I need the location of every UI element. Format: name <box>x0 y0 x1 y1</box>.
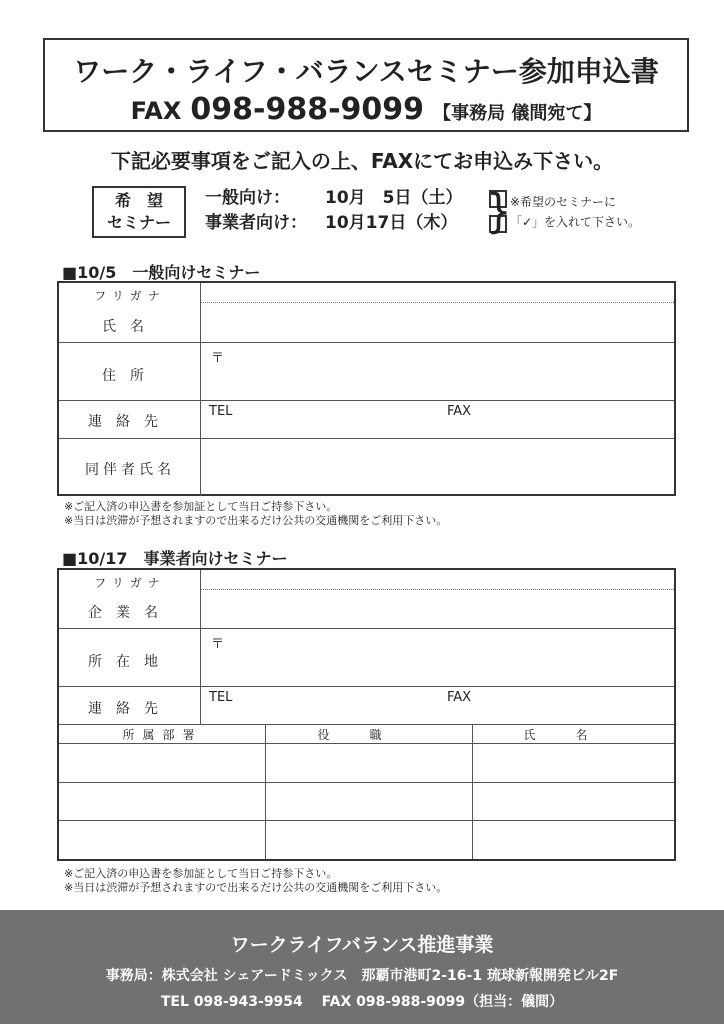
note-line: ※ご記入済の申込書を参加証として当日ご持参下さい。 <box>64 867 338 880</box>
address-label: 住所 <box>102 368 158 384</box>
section-general-title: ■10/5 一般向けセミナー <box>62 263 261 282</box>
attendee-row-2[interactable] <box>59 783 674 820</box>
company-label: 企業名 <box>88 605 172 621</box>
dept-header: 所属部署 <box>122 728 203 742</box>
seminar-note <box>510 192 640 232</box>
seminar-box-line2: セミナー <box>106 213 171 232</box>
contact-field[interactable] <box>239 687 674 724</box>
section-business-title: ■10/17 事業者向けセミナー <box>62 549 288 568</box>
footer-title: ワークライフバランス推進事業 <box>230 934 494 956</box>
contact-label: 連絡先 <box>88 414 172 430</box>
attendee-row-1[interactable] <box>59 744 674 782</box>
seminar-box-line1: 希 望 <box>114 191 163 210</box>
position-header: 役職 <box>317 728 422 742</box>
fax-number: 098-988-9099 <box>190 92 425 127</box>
general-notes <box>64 500 447 528</box>
company-field[interactable] <box>201 570 674 628</box>
fax-recipient: 【事務局 儀間宛て】 <box>433 103 602 124</box>
fax-field-label: FAX <box>447 690 472 705</box>
location-label: 所在地 <box>88 654 172 670</box>
location-field[interactable] <box>201 629 674 686</box>
companion-row <box>59 439 674 496</box>
seminar-note-line2: 「✓」を入れて下さい。 <box>510 215 641 229</box>
address-field[interactable] <box>201 343 674 400</box>
general-form-table <box>57 281 676 496</box>
page-title: ワーク・ライフ・バランスセミナー参加申込書 <box>73 55 659 88</box>
footer-office: 事務局：株式会社 シェアードミックス 那覇市港町2-16-1 琉球新報開発ビル2F <box>105 968 619 984</box>
address-row <box>59 343 674 401</box>
fax-field-label: FAX <box>447 404 472 419</box>
postal-mark: 〒 <box>211 637 225 652</box>
attendee-row-3[interactable] <box>59 821 674 859</box>
option-label: 一般向け： <box>205 188 290 208</box>
contact-field[interactable] <box>239 401 674 438</box>
companion-field[interactable] <box>201 439 674 496</box>
footer-contact: TEL 098-943-9954 FAX 098-988-9099（担当：儀間） <box>160 994 564 1010</box>
contact-row <box>59 401 674 439</box>
contact-row <box>59 687 674 725</box>
title-box <box>43 38 689 132</box>
fax-header <box>45 92 687 127</box>
postal-mark: 〒 <box>211 351 225 366</box>
companion-label: 同伴者氏名 <box>85 462 175 478</box>
company-row <box>59 570 674 629</box>
instruction-text: 下記必要事項をご記入の上、FAXにてお申込み下さい。 <box>110 149 614 173</box>
name-header: 氏名 <box>523 728 628 742</box>
attendee-grid <box>59 725 674 859</box>
note-line: ※当日は渋滞が予想されますので出来るだけ公共の交通機関をご利用下さい。 <box>64 881 448 894</box>
option-date: 10月 5日（土） <box>325 188 463 208</box>
note-line: ※ご記入済の申込書を参加証として当日ご持参下さい。 <box>64 500 338 513</box>
seminar-choice-label <box>92 186 186 238</box>
tel-label: TEL <box>209 404 233 419</box>
tel-label: TEL <box>209 690 233 705</box>
name-label: 氏名 <box>102 319 158 335</box>
seminar-option-business <box>205 211 507 236</box>
furigana-label: フリガナ <box>94 289 166 303</box>
seminar-options <box>205 186 507 236</box>
seminar-option-general <box>205 186 507 211</box>
seminar-note-line1: ※希望のセミナーに <box>510 195 617 209</box>
fax-label: FAX <box>130 97 182 125</box>
contact-label: 連絡先 <box>88 701 172 717</box>
brace-icon: } <box>486 185 512 239</box>
name-row <box>59 283 674 343</box>
name-field[interactable] <box>201 283 674 342</box>
option-label: 事業者向け： <box>205 213 307 233</box>
location-row <box>59 629 674 687</box>
footer <box>0 910 724 1024</box>
business-notes <box>64 867 447 895</box>
furigana-label: フリガナ <box>94 576 166 590</box>
note-line: ※当日は渋滞が予想されますので出来るだけ公共の交通機関をご利用下さい。 <box>64 514 448 527</box>
option-date: 10月17日（木） <box>325 213 458 233</box>
business-form-table <box>57 568 676 861</box>
